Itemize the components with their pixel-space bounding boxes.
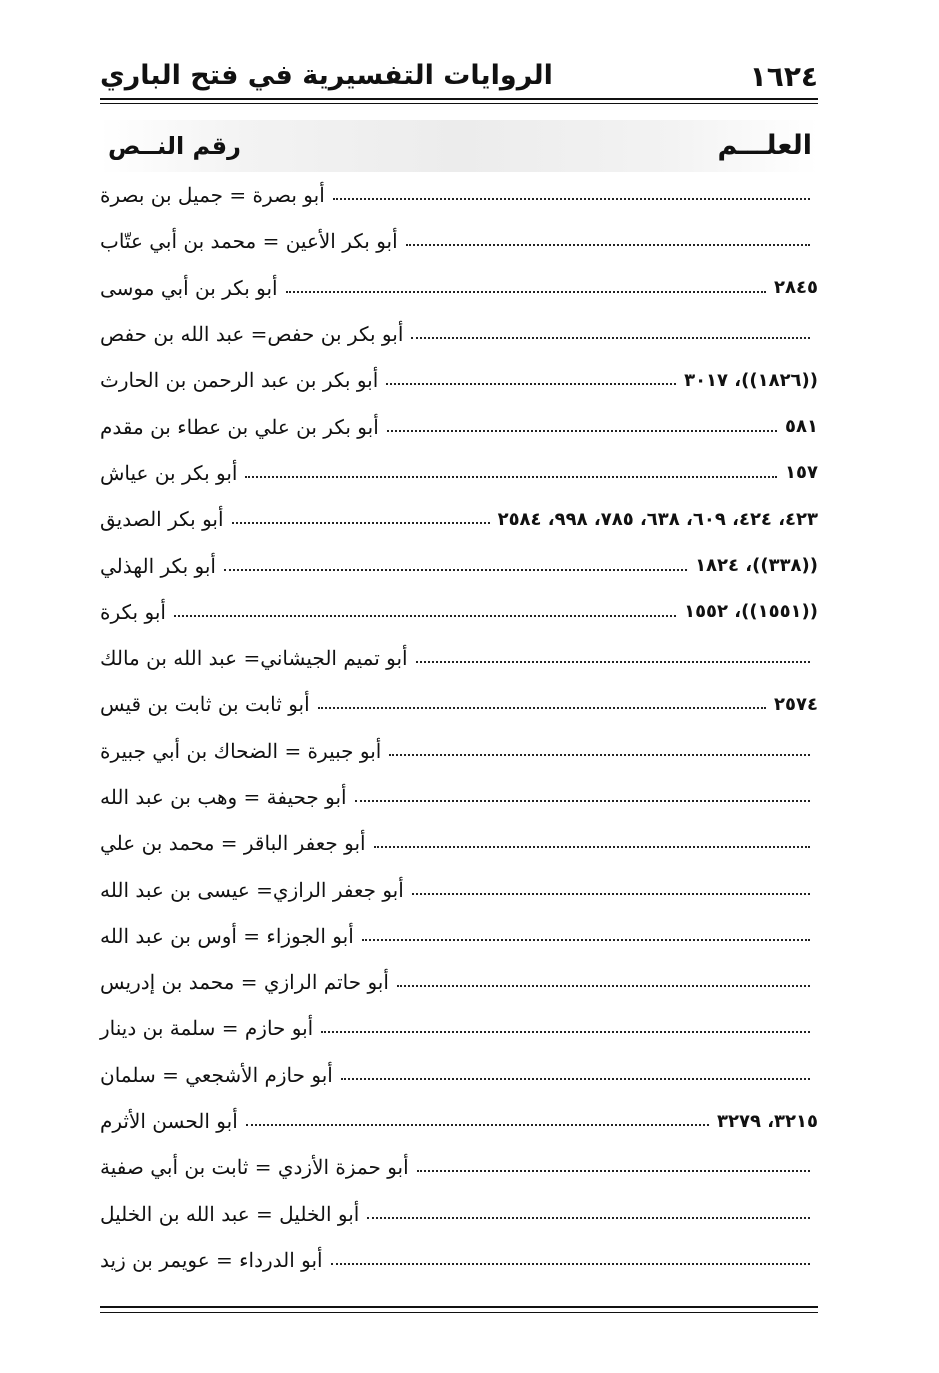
index-entry	[100, 1144, 818, 1190]
index-entry	[100, 357, 818, 403]
index-entry	[100, 542, 818, 588]
index-entry	[100, 589, 818, 635]
entry-name: أبو بصرة = جميل بن بصرة	[100, 183, 325, 208]
entry-name: أبو بكر بن علي بن عطاء بن مقدم	[100, 414, 379, 439]
entry-name: أبو بكرة	[100, 599, 166, 624]
running-title: الروايات التفسيرية في فتح الباري	[100, 60, 553, 91]
index-entry	[100, 450, 818, 496]
leader-dots	[318, 707, 766, 709]
index-entry	[100, 681, 818, 727]
index-entry	[100, 774, 818, 820]
index-entry	[100, 1005, 818, 1051]
leader-dots	[355, 800, 810, 802]
ref-column-heading: رقم النــص	[108, 132, 241, 160]
entry-name: أبو بكر الصديق	[100, 507, 224, 532]
entry-name: أبو ثابت بن ثابت بن قيس	[100, 692, 310, 717]
entry-name: أبو حازم الأشجعي = سلمان	[100, 1062, 333, 1087]
page-number: ١٦٢٤	[749, 60, 818, 93]
index-entry	[100, 1237, 818, 1283]
index-entry	[100, 1098, 818, 1144]
leader-dots	[224, 569, 687, 571]
leader-dots	[174, 615, 676, 617]
page-header	[100, 58, 818, 98]
leader-dots	[321, 1031, 810, 1033]
leader-dots	[362, 939, 810, 941]
entry-name: أبو بكر بن عبد الرحمن بن الحارث	[100, 368, 379, 393]
index-entry	[100, 635, 818, 681]
entry-refs: ٢٨٤٥	[774, 277, 818, 299]
index-entry	[100, 172, 818, 218]
entry-refs: ٢٥٧٤	[774, 693, 818, 715]
index-entry	[100, 1191, 818, 1237]
leader-dots	[386, 383, 676, 385]
entry-refs: ((٣٣٨))، ١٨٢٤	[695, 555, 818, 577]
leader-dots	[331, 1263, 810, 1265]
footer-rule-thin	[100, 1312, 818, 1313]
entry-name: أبو حمزة الأزدي = ثابت بن أبي صفية	[100, 1155, 409, 1180]
leader-dots	[389, 754, 810, 756]
index-entry	[100, 218, 818, 264]
entry-name: أبو جعفر الرازي= عيسى بن عبد الله	[100, 877, 404, 902]
entry-name: أبو بكر الهذلي	[100, 553, 216, 578]
entry-name: أبو حازم = سلمة بن دينار	[100, 1016, 314, 1041]
index-list	[100, 172, 818, 1283]
index-entry	[100, 496, 818, 542]
entry-refs: ١٥٧	[785, 462, 818, 484]
entry-refs: ٥٨١	[785, 416, 818, 438]
leader-dots	[232, 522, 490, 524]
leader-dots	[374, 846, 810, 848]
entry-name: أبو الدرداء = عويمر بن زيد	[100, 1247, 323, 1272]
leader-dots	[341, 1078, 810, 1080]
leader-dots	[406, 244, 810, 246]
entry-name: أبو بكر بن أبي موسى	[100, 275, 278, 300]
entry-refs: ٤٢٣، ٤٢٤، ٦٠٩، ٦٣٨، ٧٨٥، ٩٩٨، ٢٥٨٤	[497, 508, 818, 530]
entry-name: أبو بكر بن حفص= عبد الله بن حفص	[100, 322, 404, 347]
index-entry	[100, 311, 818, 357]
leader-dots	[412, 893, 810, 895]
entry-name: أبو الجوزاء = أوس بن عبد الله	[100, 923, 354, 948]
entry-refs: ٣٢١٥، ٣٢٧٩	[716, 1110, 818, 1132]
column-headings	[100, 120, 818, 172]
leader-dots	[411, 337, 810, 339]
leader-dots	[246, 1124, 709, 1126]
index-entry	[100, 265, 818, 311]
index-entry	[100, 913, 818, 959]
entry-name: أبو بكر بن عياش	[100, 460, 238, 485]
index-entry	[100, 1052, 818, 1098]
entry-name: أبو بكر الأعين = محمد بن أبي عتّاب	[100, 229, 398, 254]
leader-dots	[416, 661, 810, 663]
entry-name: أبو الحسن الأثرم	[100, 1109, 238, 1134]
leader-dots	[387, 430, 777, 432]
name-column-heading: العلـــم	[717, 130, 812, 161]
header-rule-thin	[100, 103, 818, 104]
leader-dots	[286, 291, 766, 293]
leader-dots	[397, 985, 810, 987]
entry-refs: ((١٨٢٦))، ٣٠١٧	[684, 369, 818, 391]
leader-dots	[333, 198, 810, 200]
entry-name: أبو الخليل = عبد الله بن الخليل	[100, 1201, 360, 1226]
index-entry	[100, 403, 818, 449]
entry-name: أبو جبيرة = الضحاك بن أبي جبيرة	[100, 738, 382, 763]
leader-dots	[245, 476, 777, 478]
entry-name: أبو تميم الجيشاني= عبد الله بن مالك	[100, 646, 408, 671]
index-entry	[100, 728, 818, 774]
entry-name: أبو جعفر الباقر = محمد بن علي	[100, 831, 366, 856]
index-entry	[100, 959, 818, 1005]
index-entry	[100, 866, 818, 912]
entry-refs: ((١٥٥١))، ١٥٥٢	[684, 601, 818, 623]
leader-dots	[417, 1170, 810, 1172]
footer-rule	[100, 1306, 818, 1308]
index-entry	[100, 820, 818, 866]
entry-name: أبو جحيفة = وهب بن عبد الله	[100, 785, 347, 809]
entry-name: أبو حاتم الرازي = محمد بن إدريس	[100, 970, 389, 995]
leader-dots	[367, 1217, 810, 1219]
header-rule	[100, 98, 818, 100]
